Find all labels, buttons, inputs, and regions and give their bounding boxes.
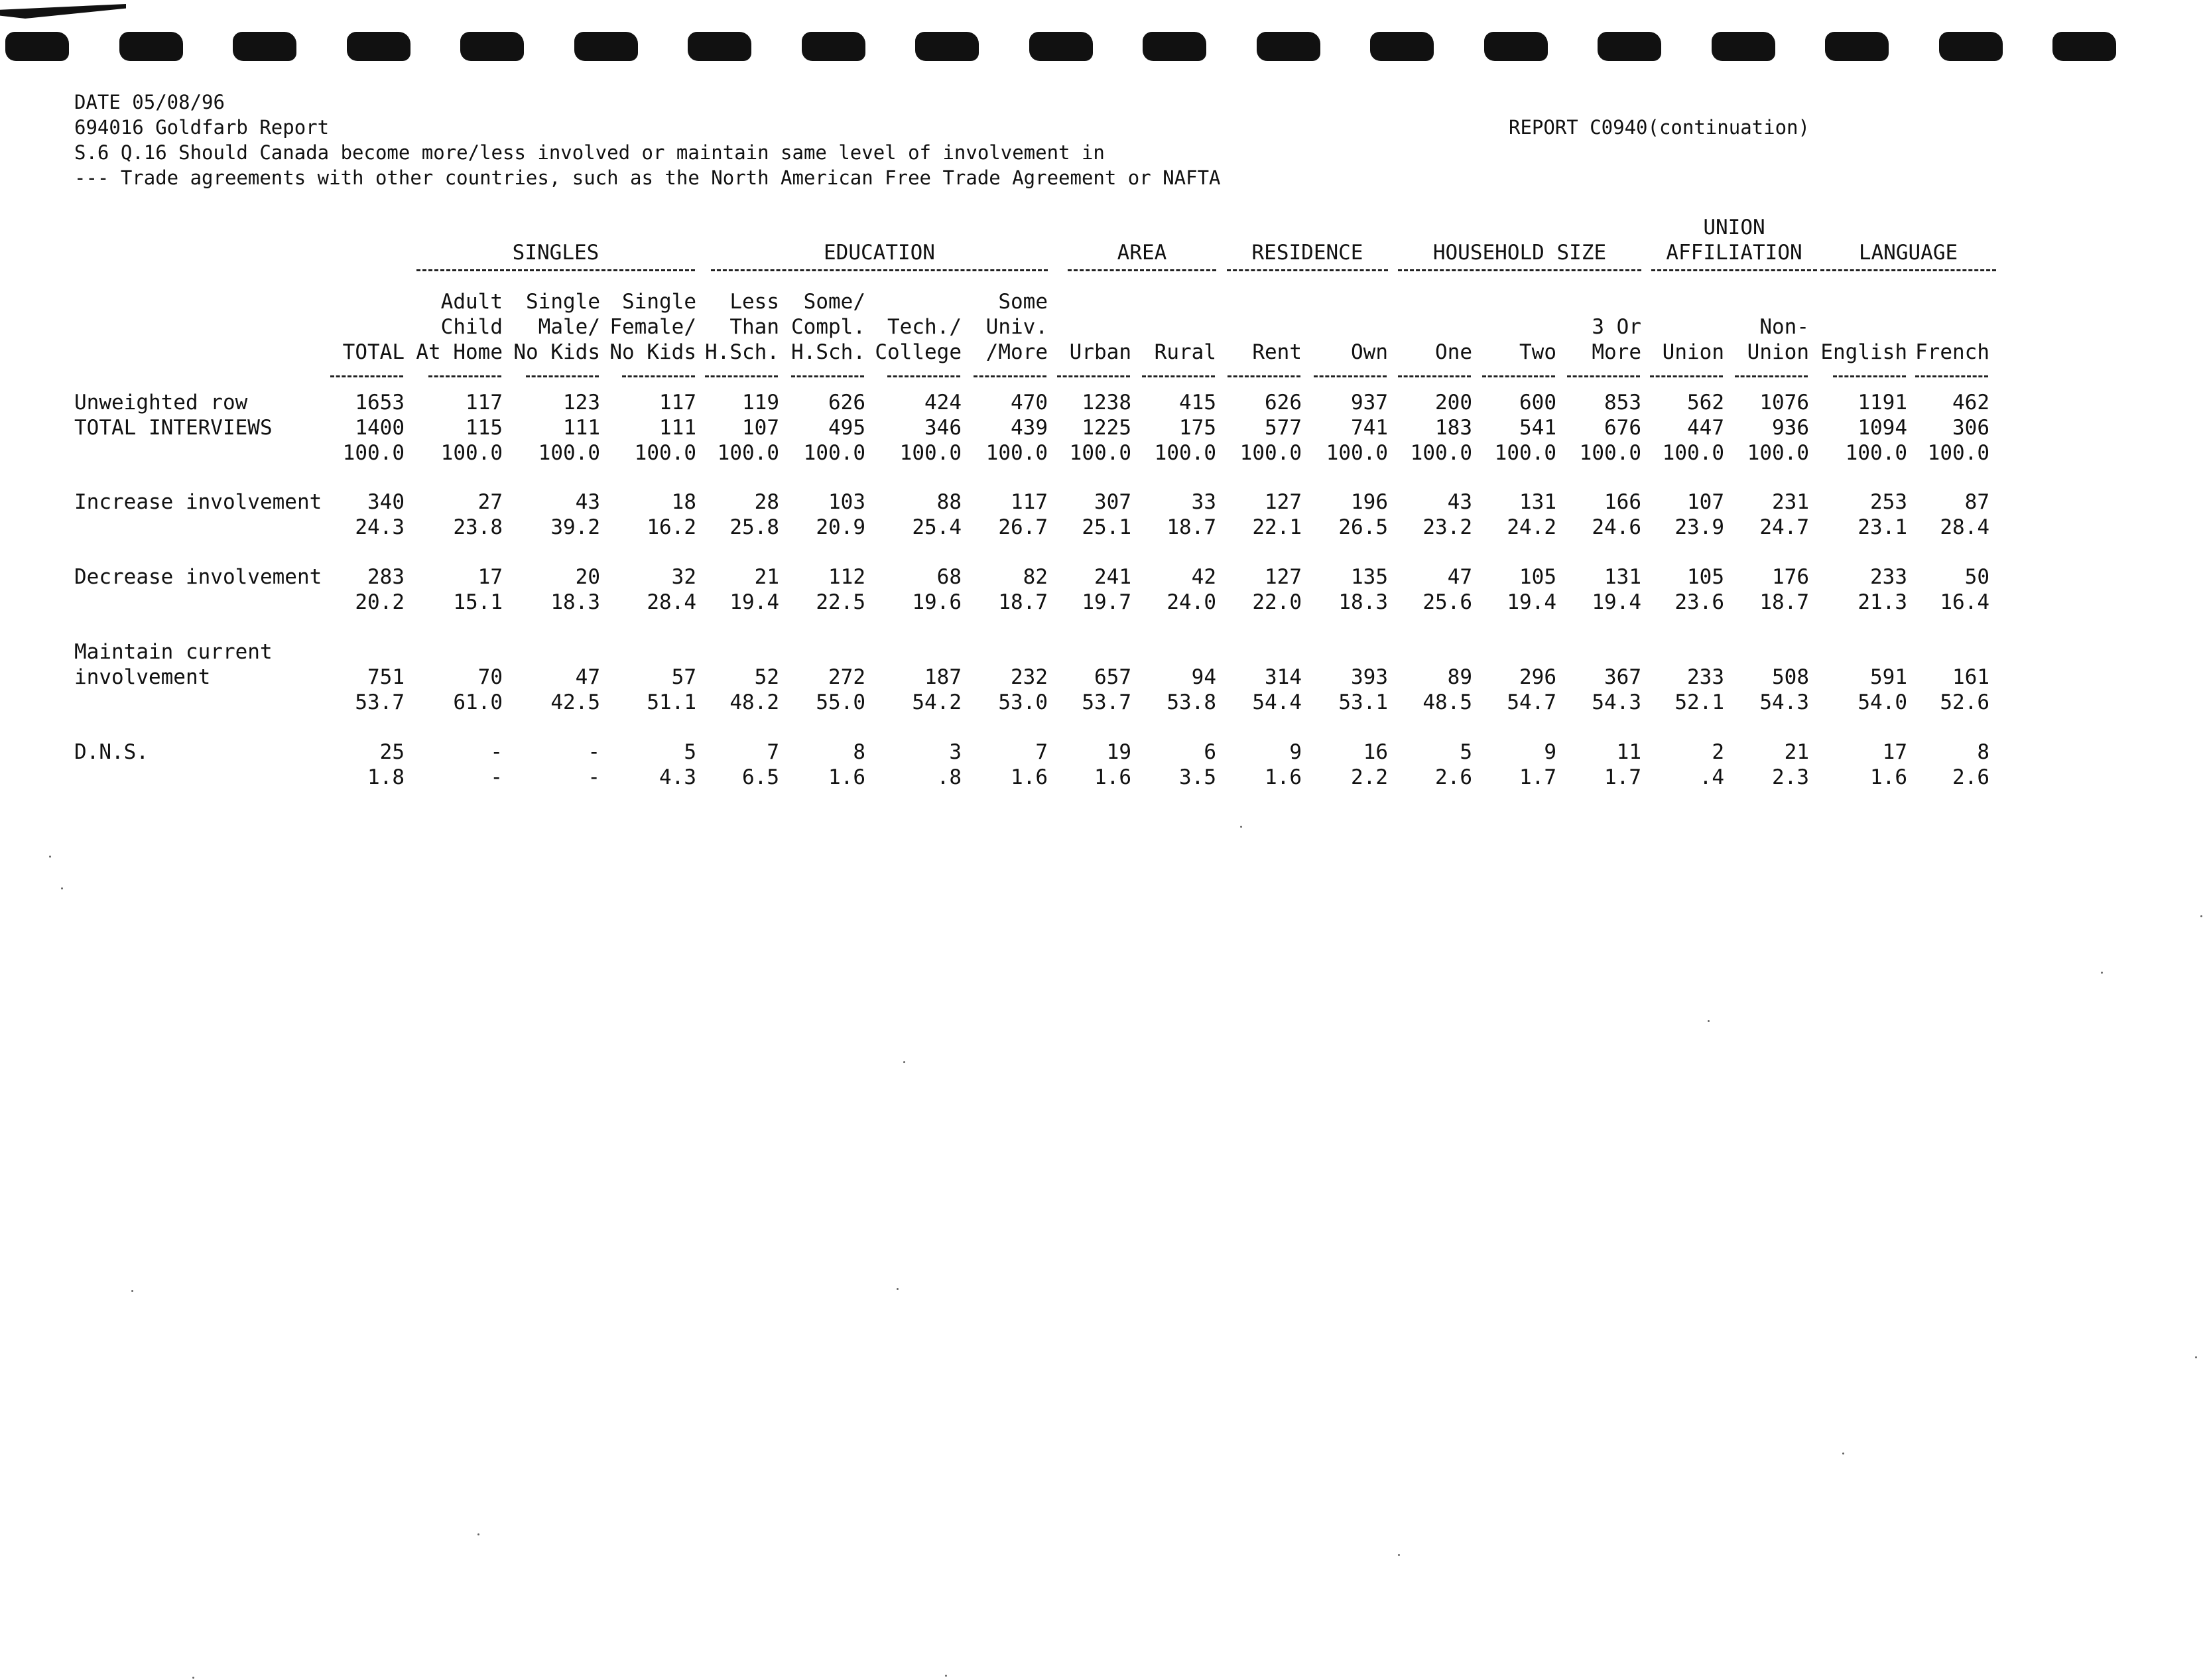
table-cell: 117 (466, 391, 503, 415)
table-cell: 43 (1447, 490, 1472, 514)
table-cell: 26.5 (1338, 515, 1388, 539)
group-underline (1398, 269, 1641, 271)
column-underline (1314, 375, 1387, 377)
table-cell: 7 (1035, 740, 1048, 764)
table-cell: 70 (477, 665, 503, 689)
table-cell: 1.6 (828, 765, 865, 789)
row-label: D.N.S. (74, 740, 149, 764)
table-cell: 5 (684, 740, 696, 764)
column-header: Rural (1154, 340, 1216, 364)
table-cell: 296 (1519, 665, 1556, 689)
table-cell: 1225 (1082, 416, 1131, 440)
table-cell: 8 (853, 740, 865, 764)
table-cell: 23.2 (1422, 515, 1472, 539)
group-header: LANGUAGE (1858, 241, 1958, 265)
table-cell: 253 (1870, 490, 1907, 514)
table-cell: 100.0 (1579, 441, 1641, 465)
table-cell: 105 (1519, 565, 1556, 589)
table-cell: 200 (1435, 391, 1472, 415)
print-speck (61, 887, 63, 889)
table-cell: 3 (949, 740, 962, 764)
group-header: RESIDENCE (1251, 241, 1363, 265)
table-cell: 393 (1351, 665, 1388, 689)
print-speck (2195, 1356, 2197, 1358)
table-cell: 23.6 (1674, 590, 1724, 614)
table-cell: 175 (1179, 416, 1216, 440)
column-underline (1735, 375, 1808, 377)
group-underline (1227, 269, 1388, 271)
column-underline (526, 375, 599, 377)
table-cell: 424 (924, 391, 962, 415)
table-cell: 54.3 (1592, 690, 1641, 714)
column-underline (1482, 375, 1555, 377)
table-cell: 307 (1094, 490, 1131, 514)
table-cell: 741 (1351, 416, 1388, 440)
row-label: TOTAL INTERVIEWS (74, 416, 273, 440)
table-cell: 16.2 (647, 515, 696, 539)
table-cell: 111 (563, 416, 600, 440)
column-header: Tech./ College (875, 315, 962, 364)
column-underline (428, 375, 501, 377)
column-header: Some/ Compl. H.Sch. (791, 290, 865, 364)
column-underline (1567, 375, 1640, 377)
table-cell: 42 (1191, 565, 1216, 589)
table-cell: 119 (742, 391, 779, 415)
table-cell: 187 (924, 665, 962, 689)
print-speck (1708, 1020, 1710, 1022)
column-header: Non- Union (1747, 315, 1809, 364)
table-cell: 166 (1604, 490, 1641, 514)
table-cell: 100.0 (803, 441, 865, 465)
table-cell: 103 (828, 490, 865, 514)
crosstab-table (0, 0, 2205, 829)
column-underline (330, 375, 403, 377)
table-cell: 853 (1604, 391, 1641, 415)
table-cell: 123 (563, 391, 600, 415)
table-cell: 415 (1179, 391, 1216, 415)
table-cell: 100.0 (717, 441, 779, 465)
table-cell: 39.2 (550, 515, 600, 539)
table-cell: 16 (1363, 740, 1388, 764)
group-header: UNION AFFILIATION (1666, 216, 1802, 265)
table-cell: 19.7 (1082, 590, 1131, 614)
table-cell: 439 (1011, 416, 1048, 440)
row-label: involvement (74, 665, 211, 689)
table-cell: 161 (1952, 665, 1989, 689)
table-cell: 131 (1604, 565, 1641, 589)
table-cell: - (490, 740, 503, 764)
table-cell: 16.4 (1940, 590, 1989, 614)
table-cell: 100.0 (899, 441, 962, 465)
table-cell: 21 (754, 565, 779, 589)
table-cell: 6.5 (742, 765, 779, 789)
table-cell: 676 (1604, 416, 1641, 440)
table-cell: 20 (575, 565, 600, 589)
table-cell: 111 (659, 416, 696, 440)
table-cell: 21.3 (1858, 590, 1907, 614)
table-cell: 53.8 (1166, 690, 1216, 714)
table-cell: 61.0 (453, 690, 503, 714)
table-cell: 47 (575, 665, 600, 689)
print-speck (49, 856, 51, 858)
table-cell: 100.0 (985, 441, 1048, 465)
table-cell: 54.3 (1759, 690, 1809, 714)
print-speck (192, 1677, 194, 1679)
column-header: Union (1662, 340, 1724, 364)
table-cell: 51.1 (647, 690, 696, 714)
table-cell: 57 (671, 665, 696, 689)
table-cell: 52 (754, 665, 779, 689)
table-cell: 48.2 (729, 690, 779, 714)
table-cell: 115 (466, 416, 503, 440)
table-cell: 24.7 (1759, 515, 1809, 539)
column-header: Rent (1252, 340, 1302, 364)
table-cell: 541 (1519, 416, 1556, 440)
table-cell: 28.4 (1940, 515, 1989, 539)
table-cell: 233 (1687, 665, 1724, 689)
table-cell: 2 (1712, 740, 1724, 764)
table-cell: 1.6 (1094, 765, 1131, 789)
column-header: One (1435, 340, 1472, 364)
table-cell: 27 (477, 490, 503, 514)
group-header: AREA (1117, 241, 1167, 265)
table-cell: 15.1 (453, 590, 503, 614)
subquestion-text: --- Trade agreements with other countries, such as the North American Free Trade Agreement or NAFTA (74, 166, 1221, 189)
table-cell: 447 (1687, 416, 1724, 440)
column-header: Own (1351, 340, 1388, 364)
table-cell: 2.6 (1435, 765, 1472, 789)
table-cell: 82 (1023, 565, 1048, 589)
table-cell: 28.4 (647, 590, 696, 614)
table-cell: 1.7 (1604, 765, 1641, 789)
table-cell: 100.0 (1154, 441, 1216, 465)
table-cell: 176 (1772, 565, 1809, 589)
table-cell: 462 (1952, 391, 1989, 415)
table-cell: 117 (1011, 490, 1048, 514)
table-cell: 88 (936, 490, 962, 514)
table-cell: 751 (367, 665, 405, 689)
table-cell: 577 (1265, 416, 1302, 440)
print-speck (903, 1061, 905, 1063)
report-code: REPORT C0940(continuation) (1509, 116, 1810, 139)
table-cell: 1191 (1858, 391, 1907, 415)
print-speck (1842, 1453, 1844, 1454)
table-cell: 47 (1447, 565, 1472, 589)
table-cell: 937 (1351, 391, 1388, 415)
table-cell: 17 (1882, 740, 1907, 764)
table-cell: - (588, 740, 600, 764)
table-cell: 936 (1772, 416, 1809, 440)
table-cell: 131 (1519, 490, 1556, 514)
table-cell: 20.9 (816, 515, 865, 539)
table-cell: 52.1 (1674, 690, 1724, 714)
table-cell: 54.4 (1252, 690, 1302, 714)
column-underline (1833, 375, 1906, 377)
column-header: Single Male/ No Kids (513, 290, 600, 364)
table-cell: 100.0 (1069, 441, 1131, 465)
table-cell: 657 (1094, 665, 1131, 689)
table-cell: 25 (379, 740, 405, 764)
question-text: S.6 Q.16 Should Canada become more/less involved or maintain same level of involvement in (74, 141, 1105, 164)
group-underline (1820, 269, 1996, 271)
table-cell: 495 (828, 416, 865, 440)
table-cell: 2.3 (1772, 765, 1809, 789)
table-cell: 9 (1289, 740, 1302, 764)
table-cell: 1653 (355, 391, 405, 415)
table-cell: 2.6 (1952, 765, 1989, 789)
table-cell: 25.1 (1082, 515, 1131, 539)
table-cell: 17 (477, 565, 503, 589)
column-underline (887, 375, 960, 377)
table-cell: 43 (575, 490, 600, 514)
table-cell: 19 (1106, 740, 1131, 764)
table-cell: 48.5 (1422, 690, 1472, 714)
table-cell: 19.4 (1592, 590, 1641, 614)
table-cell: 1094 (1858, 416, 1907, 440)
table-cell: 107 (742, 416, 779, 440)
table-cell: 18 (671, 490, 696, 514)
print-speck (1240, 826, 1242, 828)
report-date: DATE 05/08/96 (74, 91, 225, 113)
table-cell: 1.6 (1265, 765, 1302, 789)
group-underline (711, 269, 1048, 271)
table-cell: 100.0 (1410, 441, 1472, 465)
column-header: Less Than H.Sch. (705, 290, 779, 364)
column-header: Two (1519, 340, 1556, 364)
table-cell: 272 (828, 665, 865, 689)
table-cell: 7 (767, 740, 779, 764)
table-cell: 591 (1870, 665, 1907, 689)
column-underline (1228, 375, 1300, 377)
table-cell: 94 (1191, 665, 1216, 689)
table-cell: 4.3 (659, 765, 696, 789)
table-cell: 21 (1784, 740, 1809, 764)
table-cell: 25.8 (729, 515, 779, 539)
table-cell: 23.9 (1674, 515, 1724, 539)
print-speck (2200, 915, 2202, 917)
column-header: 3 Or More (1592, 315, 1641, 364)
table-cell: 18.7 (998, 590, 1048, 614)
table-cell: 100.0 (342, 441, 405, 465)
table-cell: 1076 (1759, 391, 1809, 415)
table-cell: 28 (754, 490, 779, 514)
column-underline (1057, 375, 1130, 377)
table-cell: 626 (828, 391, 865, 415)
table-cell: 2.2 (1351, 765, 1388, 789)
table-cell: 100.0 (538, 441, 600, 465)
table-cell: 1.6 (1870, 765, 1907, 789)
column-underline (705, 375, 778, 377)
table-cell: 50 (1964, 565, 1989, 589)
group-header: SINGLES (512, 241, 599, 265)
table-cell: 367 (1604, 665, 1641, 689)
table-cell: 600 (1519, 391, 1556, 415)
table-cell: 55.0 (816, 690, 865, 714)
table-cell: 340 (367, 490, 405, 514)
table-cell: 1.8 (367, 765, 405, 789)
column-underline (622, 375, 695, 377)
column-header: French (1915, 340, 1989, 364)
column-underline (1650, 375, 1723, 377)
row-label: Unweighted row (74, 391, 248, 415)
table-cell: 100.0 (1662, 441, 1724, 465)
table-cell: .4 (1699, 765, 1724, 789)
table-cell: 22.1 (1252, 515, 1302, 539)
table-cell: 54.0 (1858, 690, 1907, 714)
table-cell: 105 (1687, 565, 1724, 589)
table-cell: 19.4 (1507, 590, 1556, 614)
table-cell: 18.7 (1166, 515, 1216, 539)
table-cell: 32 (671, 565, 696, 589)
table-cell: 9 (1544, 740, 1556, 764)
group-header: EDUCATION (824, 241, 935, 265)
table-cell: 54.7 (1507, 690, 1556, 714)
table-cell: 127 (1265, 565, 1302, 589)
table-cell: 314 (1265, 665, 1302, 689)
table-cell: 112 (828, 565, 865, 589)
row-label: Decrease involvement (74, 565, 322, 589)
table-cell: 100.0 (440, 441, 503, 465)
table-cell: 100.0 (1326, 441, 1388, 465)
table-cell: 54.2 (912, 690, 962, 714)
table-cell: 1400 (355, 416, 405, 440)
table-cell: 22.0 (1252, 590, 1302, 614)
table-cell: 19.4 (729, 590, 779, 614)
table-cell: 19.6 (912, 590, 962, 614)
print-speck (945, 1675, 947, 1677)
table-cell: 470 (1011, 391, 1048, 415)
group-underline (1068, 269, 1216, 271)
table-cell: 23.8 (453, 515, 503, 539)
column-header: Adult Child At Home (416, 290, 503, 364)
table-cell: 8 (1977, 740, 1989, 764)
table-cell: 89 (1447, 665, 1472, 689)
table-cell: 283 (367, 565, 405, 589)
table-cell: 26.7 (998, 515, 1048, 539)
print-speck (1398, 1554, 1400, 1556)
table-cell: 53.7 (355, 690, 405, 714)
row-label: Increase involvement (74, 490, 322, 514)
column-header: Some Univ. /More (985, 290, 1048, 364)
table-cell: 1.6 (1011, 765, 1048, 789)
column-header: TOTAL (342, 340, 405, 364)
table-cell: 24.6 (1592, 515, 1641, 539)
table-cell: 346 (924, 416, 962, 440)
table-cell: 5 (1460, 740, 1472, 764)
print-speck (131, 1290, 133, 1292)
print-speck (477, 1533, 479, 1535)
table-cell: - (490, 765, 503, 789)
column-underline (974, 375, 1046, 377)
print-speck (2101, 972, 2103, 974)
table-cell: 562 (1687, 391, 1724, 415)
table-cell: 233 (1870, 565, 1907, 589)
table-cell: 100.0 (634, 441, 696, 465)
table-cell: 232 (1011, 665, 1048, 689)
table-cell: 25.4 (912, 515, 962, 539)
column-underline (1915, 375, 1988, 377)
table-cell: 306 (1952, 416, 1989, 440)
table-cell: 100.0 (1494, 441, 1556, 465)
table-cell: 100.0 (1239, 441, 1302, 465)
report-name: 694016 Goldfarb Report (74, 116, 330, 139)
table-cell: 24.3 (355, 515, 405, 539)
column-underline (791, 375, 864, 377)
table-cell: 22.5 (816, 590, 865, 614)
table-cell: 87 (1964, 490, 1989, 514)
table-cell: 1238 (1082, 391, 1131, 415)
table-cell: 626 (1265, 391, 1302, 415)
group-underline (1651, 269, 1817, 271)
table-cell: 100.0 (1845, 441, 1907, 465)
table-cell: 3.5 (1179, 765, 1216, 789)
table-cell: 68 (936, 565, 962, 589)
table-cell: 20.2 (355, 590, 405, 614)
table-cell: 231 (1772, 490, 1809, 514)
table-cell: 100.0 (1747, 441, 1809, 465)
table-cell: 135 (1351, 565, 1388, 589)
table-cell: 52.6 (1940, 690, 1989, 714)
table-cell: 127 (1265, 490, 1302, 514)
table-cell: .8 (936, 765, 962, 789)
table-cell: 53.7 (1082, 690, 1131, 714)
table-cell: 18.7 (1759, 590, 1809, 614)
table-cell: 100.0 (1927, 441, 1989, 465)
table-cell: 18.3 (1338, 590, 1388, 614)
table-cell: 23.1 (1858, 515, 1907, 539)
table-cell: 53.0 (998, 690, 1048, 714)
table-cell: 196 (1351, 490, 1388, 514)
column-header: Urban (1069, 340, 1131, 364)
table-cell: 241 (1094, 565, 1131, 589)
table-cell: 6 (1204, 740, 1216, 764)
table-cell: 11 (1616, 740, 1641, 764)
table-cell: 53.1 (1338, 690, 1388, 714)
table-cell: 107 (1687, 490, 1724, 514)
table-cell: 24.0 (1166, 590, 1216, 614)
table-cell: 25.6 (1422, 590, 1472, 614)
column-header: Single Female/ No Kids (609, 290, 696, 364)
group-header: HOUSEHOLD SIZE (1432, 241, 1607, 265)
group-underline (416, 269, 695, 271)
column-underline (1142, 375, 1215, 377)
table-cell: 18.3 (550, 590, 600, 614)
table-cell: 117 (659, 391, 696, 415)
table-cell: 33 (1191, 490, 1216, 514)
table-cell: 1.7 (1519, 765, 1556, 789)
column-header: English (1820, 340, 1907, 364)
table-cell: 183 (1435, 416, 1472, 440)
table-cell: 24.2 (1507, 515, 1556, 539)
row-label: Maintain current (74, 640, 273, 664)
table-cell: - (588, 765, 600, 789)
print-speck (897, 1288, 899, 1290)
table-cell: 508 (1772, 665, 1809, 689)
table-cell: 42.5 (550, 690, 600, 714)
column-underline (1398, 375, 1471, 377)
